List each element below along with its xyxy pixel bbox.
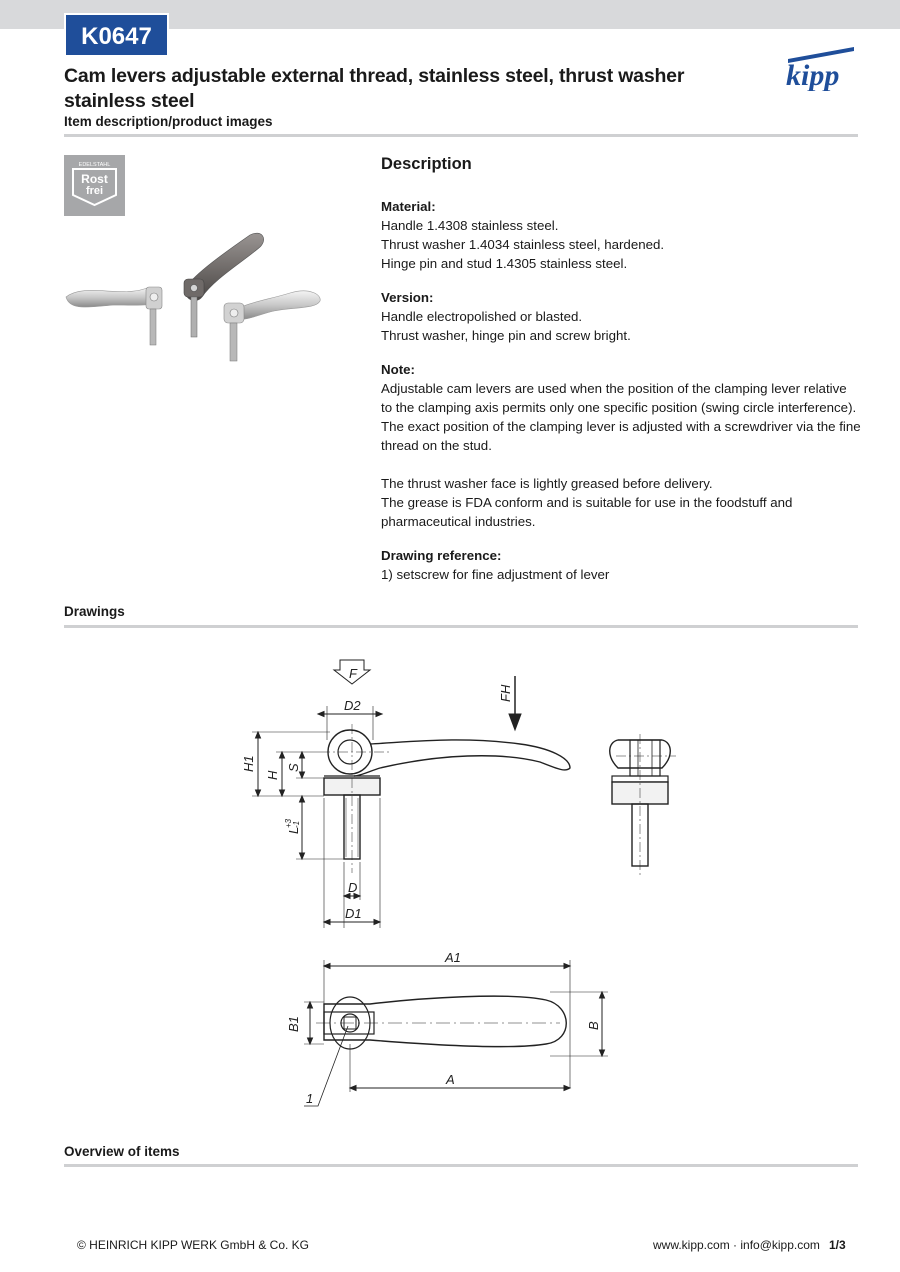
label-L-tol-minus: -1 bbox=[292, 820, 301, 828]
note-label: Note: bbox=[381, 362, 415, 377]
version-line: Handle electropolished or blasted. bbox=[381, 309, 583, 324]
label-L-tol-plus: +3 bbox=[284, 818, 293, 828]
overview-section-label: Overview of items bbox=[64, 1144, 180, 1159]
drawings-section-label: Drawings bbox=[64, 604, 125, 619]
badge-top-text: EDELSTAHL bbox=[78, 162, 111, 168]
label-F: F bbox=[349, 666, 357, 681]
footer-copyright: © HEINRICH KIPP WERK GmbH & Co. KG bbox=[77, 1238, 309, 1252]
label-FH: FH bbox=[498, 684, 513, 702]
footer-contact[interactable]: www.kipp.com · info@kipp.com bbox=[653, 1238, 820, 1252]
page-title: Cam levers adjustable external thread, stainless steel, thrust washer stainless steel bbox=[64, 65, 685, 112]
material-label: Material: bbox=[381, 199, 436, 214]
header-rule bbox=[64, 134, 858, 137]
label-A1: A1 bbox=[445, 950, 461, 965]
kipp-logo bbox=[784, 37, 858, 91]
version-block bbox=[381, 288, 861, 345]
note-paragraph: The thrust washer face is lightly greased before delivery. bbox=[381, 476, 713, 491]
logo-text: kipp bbox=[786, 59, 840, 91]
note-paragraph: The grease is FDA conform and is suitable for use in the foodstuff and pharmaceutical industries. bbox=[381, 495, 793, 529]
drawing-reference-block bbox=[381, 546, 861, 584]
drawings-rule bbox=[64, 625, 858, 628]
version-line: Thrust washer, hinge pin and screw bright. bbox=[381, 328, 631, 343]
note-paragraph: Adjustable cam levers are used when the position of the clamping lever relative to the clamping axis permits only one specific position (swing circle interference). The exact position of the clamping lever is adjusted with a screwdriver via the fine thread on the stud. bbox=[381, 381, 861, 453]
rostfrei-badge bbox=[64, 155, 125, 216]
overview-rule bbox=[64, 1164, 858, 1167]
material-line: Thrust washer 1.4034 stainless steel, hardened. bbox=[381, 237, 665, 252]
label-H: H bbox=[265, 770, 280, 780]
label-B1: B1 bbox=[286, 1016, 301, 1032]
description-heading: Description bbox=[381, 155, 472, 173]
footer-page-number: 1/3 bbox=[829, 1238, 846, 1252]
drawing-reference-label: Drawing reference: bbox=[381, 548, 502, 563]
label-D2: D2 bbox=[344, 698, 361, 713]
label-B: B bbox=[586, 1021, 601, 1030]
technical-drawing bbox=[220, 648, 700, 1118]
material-line: Handle 1.4308 stainless steel. bbox=[381, 218, 559, 233]
label-A: A bbox=[446, 1072, 455, 1087]
note-block bbox=[381, 360, 861, 531]
product-image bbox=[64, 225, 326, 365]
item-code-badge: K0647 bbox=[64, 13, 169, 57]
drawing-reference-text: 1) setscrew for fine adjustment of lever bbox=[381, 567, 610, 582]
label-S: S bbox=[286, 763, 301, 772]
label-L: L bbox=[286, 826, 301, 834]
label-ref-1: 1 bbox=[306, 1091, 314, 1106]
material-line: Hinge pin and stud 1.4305 stainless steel. bbox=[381, 256, 628, 271]
label-D: D bbox=[348, 880, 358, 895]
version-label: Version: bbox=[381, 290, 434, 305]
material-block bbox=[381, 197, 861, 273]
badge-line2: frei bbox=[85, 185, 104, 197]
badge-line1: Rost bbox=[81, 172, 108, 186]
label-H1: H1 bbox=[241, 755, 256, 772]
description-panel bbox=[381, 153, 861, 599]
page-subtitle: Item description/product images bbox=[64, 114, 273, 129]
label-D1: D1 bbox=[345, 906, 362, 921]
